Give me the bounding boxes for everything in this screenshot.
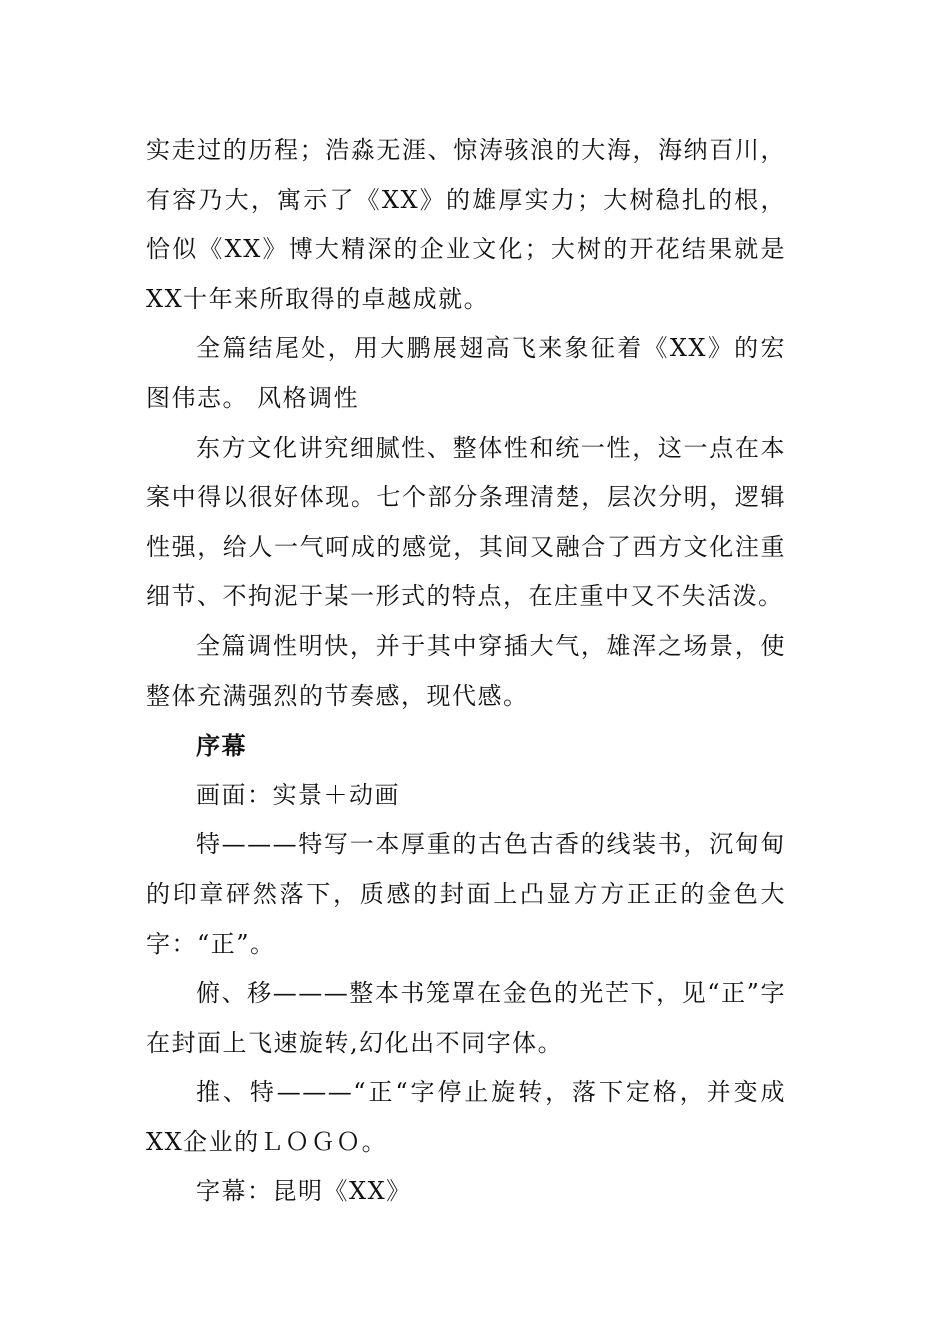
paragraph-5: 画面：实景＋动画 xyxy=(196,780,400,809)
section-heading: 序幕 xyxy=(196,731,247,761)
paragraph-3: 东方文化讲究细腻性、整体性和统一性，这一点在本案中得以很好体现。七个部分条理清楚，层次分明，逻辑性强，给人一气呵成的感觉，其间又融合了西方文化注重细节、不拘泥于某一形式的特点，在庄重中又不失活泼。 xyxy=(146,433,786,611)
paragraph-8: 推、特———“正“字停止旋转，落下定格，并变成XX企业的ＬＯＧＯ。 xyxy=(146,1078,786,1156)
paragraph-6: 特———特写一本厚重的古色古香的线装书，沉甸甸的印章砰然落下，质感的封面上凸显方方正正的金色大字：“正”。 xyxy=(146,830,786,958)
paragraph-7: 俯、移———整本书笼罩在金色的光芒下，见“正”字在封面上飞速旋转,幻化出不同字体。 xyxy=(146,979,786,1057)
paragraph-4: 全篇调性明快，并于其中穿插大气，雄浑之场景，使整体充满强烈的节奏感，现代感。 xyxy=(146,631,786,710)
paragraph-2: 全篇结尾处，用大鹏展翅高飞来象征着《XX》的宏图伟志。 风格调性 xyxy=(146,334,786,412)
paragraph-9: 字幕：昆明《XX》 xyxy=(196,1177,412,1206)
document-page xyxy=(146,126,786,1217)
paragraph-1: 实走过的历程；浩淼无涯、惊涛骇浪的大海，海纳百川，有容乃大，寓示了《XX》的雄厚实力；大树稳扎的根，恰似《XX》博大精深的企业文化；大树的开花结果就是XX十年来所取得的卓越成就。 xyxy=(146,136,786,313)
